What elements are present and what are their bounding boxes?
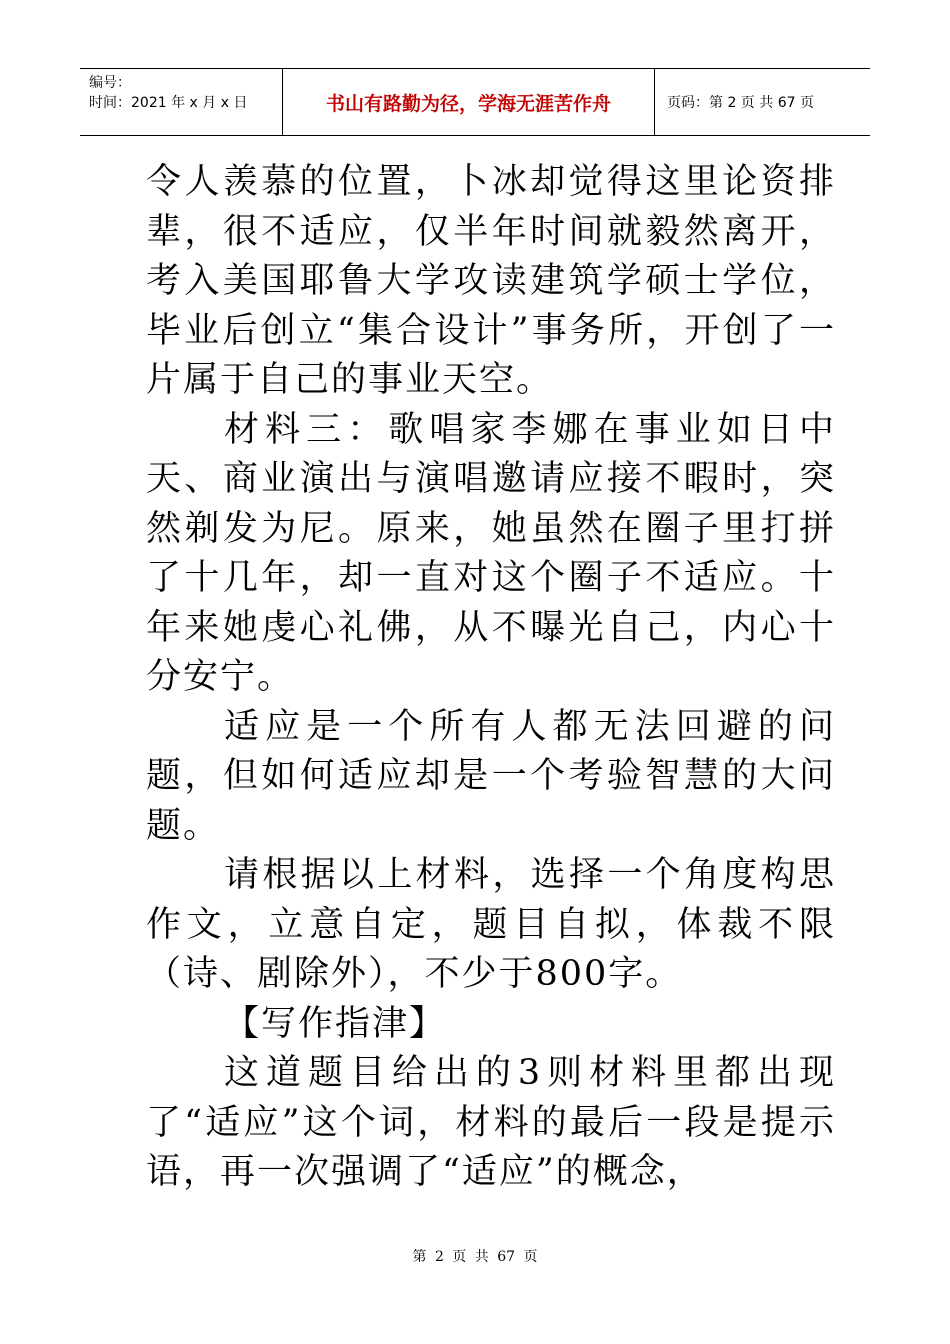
date-label: 时间：2021 年 x 月 x 日 xyxy=(89,95,248,111)
paragraph-writing-guide: 这道题目给出的3则材料里都出现了“适应”这个词，材料的最后一段是提示语，再一次强调了“适应”的概念， xyxy=(146,1053,836,1192)
serial-number-label: 编号： xyxy=(89,75,131,91)
page-footer: 第 2 页 共 67 页 xyxy=(412,1249,538,1265)
header-page-info: 页码：第 2 页 共 67 页 xyxy=(667,95,814,111)
paragraph-material-three: 材料三：歌唱家李娜在事业如日中天、商业演出与演唱邀请应接不暇时，突然剃发为尼。原来，她虽然在圈子里打拼了十几年，却一直对这个圈子不适应。十年来她虔心礼佛，从不曝光自己，内心十分安宁。 xyxy=(146,409,836,697)
header-meta xyxy=(80,69,283,135)
page-header xyxy=(80,68,870,136)
paragraph-instructions: 请根据以上材料，选择一个角度构思作文，立意自定，题目自拟，体裁不限（诗、剧除外），不少于800字。 xyxy=(146,855,836,994)
section-heading-writing-guide: 【写作指津】 xyxy=(224,1003,447,1044)
paragraph-continued: 令人羡慕的位置，卜冰却觉得这里论资排辈，很不适应，仅半年时间就毅然离开，考入美国耶鲁大学攻读建筑学硕士学位，毕业后创立“集合设计”事务所，开创了一片属于自己的事业天空。 xyxy=(146,162,836,400)
paragraph-adaptation: 适应是一个所有人都无法回避的问题，但如何适应却是一个考验智慧的大问题。 xyxy=(146,706,836,846)
document-body xyxy=(146,158,836,1198)
header-motto: 书山有路勤为径，学海无涯苦作舟 xyxy=(283,69,655,135)
